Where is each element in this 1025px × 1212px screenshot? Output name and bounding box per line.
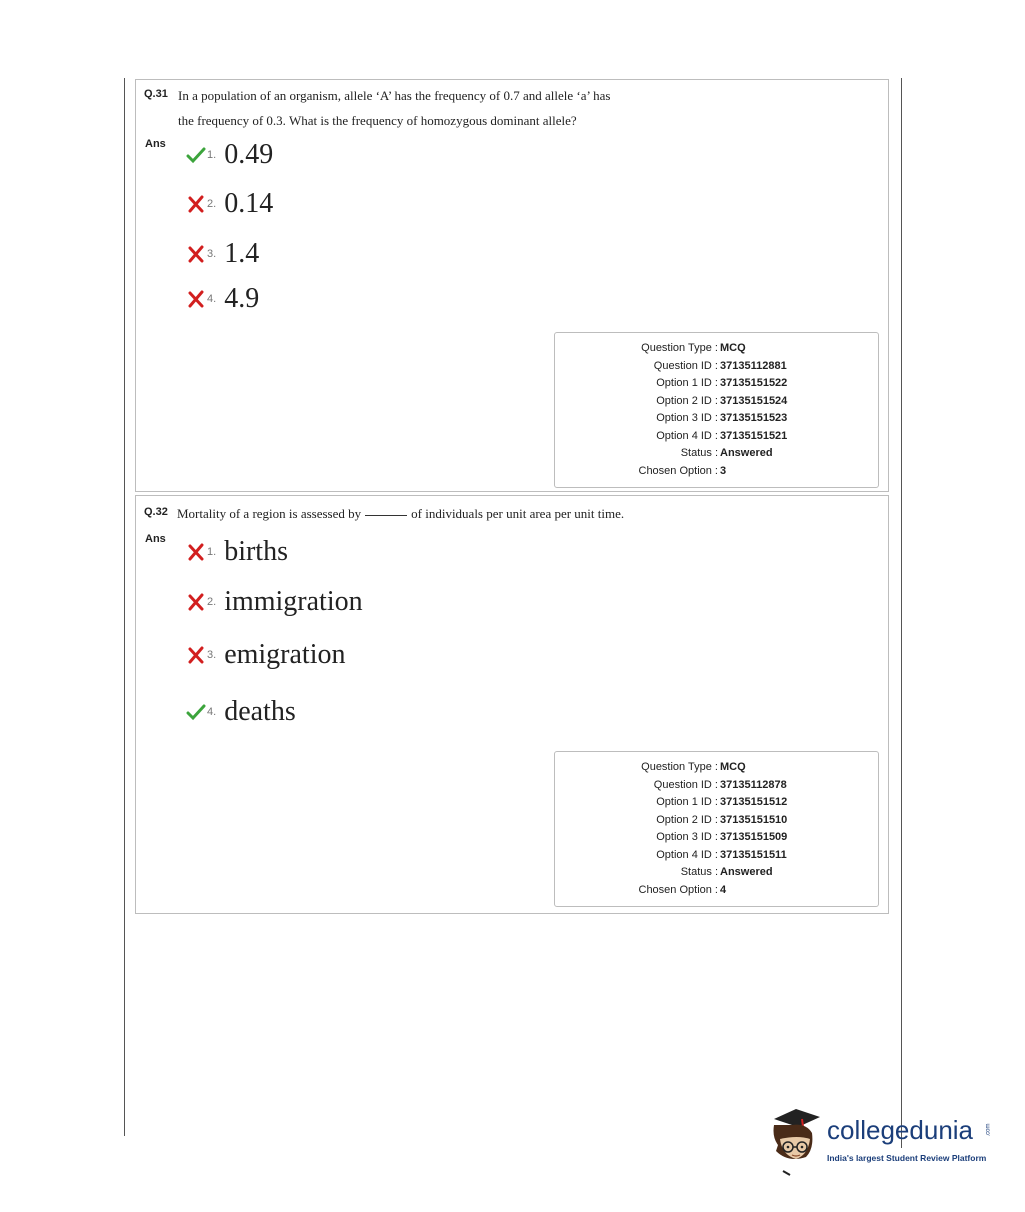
- question-number: Q.32: [144, 506, 168, 518]
- option-4: [186, 692, 296, 732]
- cross-icon: [186, 194, 206, 214]
- option-number: 2.: [207, 198, 217, 210]
- option-2: [186, 184, 273, 224]
- info-chosen-option: Chosen Option : 3: [638, 464, 727, 477]
- option-text: 1.4: [224, 238, 260, 269]
- option-number: 3.: [207, 649, 217, 661]
- info-option-2-id: Option 2 ID : 37135151524: [656, 394, 788, 407]
- option-1: [186, 532, 288, 572]
- info-chosen-option: Chosen Option : 4: [638, 883, 727, 896]
- cross-icon: [186, 592, 206, 612]
- check-icon: [186, 702, 206, 722]
- option-1: [186, 135, 273, 175]
- option-number: 1.: [207, 149, 217, 161]
- info-option-2-id: Option 2 ID : 37135151510: [656, 813, 788, 826]
- info-option-4-id: Option 4 ID : 37135151511: [656, 848, 787, 861]
- info-question-id: Question ID : 37135112881: [653, 359, 787, 372]
- option-number: 4.: [207, 293, 217, 305]
- question-text: [177, 501, 624, 526]
- info-question-id: Question ID : 37135112878: [653, 778, 787, 791]
- question-text-before-blank: Mortality of a region is assessed by: [177, 506, 362, 521]
- logo-suffix: .com: [985, 1123, 992, 1137]
- info-option-3-id: Option 3 ID : 37135151509: [656, 831, 788, 843]
- question-text-line-1: In a population of an organism, allele ‘A’ has the frequency of 0.7 and allele ‘a’ has: [178, 88, 611, 103]
- option-3: [186, 635, 345, 675]
- info-question-type: Question Type : MCQ: [641, 342, 746, 354]
- question-info-panel: [554, 332, 879, 488]
- info-status: Status : Answered: [680, 866, 773, 878]
- option-2: [186, 582, 363, 622]
- question-info-panel: [554, 751, 879, 907]
- question-31-card: [135, 79, 889, 492]
- logo-wordmark: collegedunia: [827, 1115, 974, 1145]
- question-text-line-2: the frequency of 0.3. What is the frequency of homozygous dominant allele?: [178, 113, 577, 128]
- ans-label: Ans: [145, 138, 166, 150]
- option-number: 3.: [207, 248, 217, 260]
- info-option-1-id: Option 1 ID : 37135151512: [656, 796, 788, 808]
- option-number: 1.: [207, 546, 217, 558]
- cross-icon: [186, 244, 206, 264]
- info-option-4-id: Option 4 ID : 37135151521: [656, 429, 788, 442]
- cross-icon: [186, 289, 206, 309]
- question-text-after-blank: of individuals per unit area per unit time.: [411, 506, 625, 521]
- info-option-3-id: Option 3 ID : 37135151523: [656, 412, 788, 424]
- option-number: 2.: [207, 596, 217, 608]
- option-text: deaths: [224, 696, 296, 727]
- ans-label: Ans: [145, 533, 166, 545]
- info-option-1-id: Option 1 ID : 37135151522: [656, 377, 788, 389]
- fill-in-blank: [365, 515, 407, 516]
- option-number: 4.: [207, 706, 217, 718]
- logo-tagline: India's largest Student Review Platform: [827, 1153, 987, 1163]
- info-question-type: Question Type : MCQ: [641, 761, 746, 773]
- info-status: Status : Answered: [680, 447, 773, 459]
- option-3: [186, 234, 259, 274]
- option-text: births: [224, 536, 288, 567]
- option-text: 0.49: [224, 139, 274, 170]
- option-text: 4.9: [224, 283, 260, 314]
- cross-icon: [186, 645, 206, 665]
- right-page-rule: [901, 78, 902, 1148]
- option-text: 0.14: [224, 188, 274, 219]
- cross-icon: [186, 542, 206, 562]
- collegedunia-logo: [768, 1105, 998, 1180]
- option-text: emigration: [224, 639, 346, 670]
- question-32-card: [135, 495, 889, 914]
- check-icon: [186, 145, 206, 165]
- question-text: [178, 83, 610, 133]
- option-text: immigration: [224, 586, 363, 617]
- question-number: Q.31: [144, 88, 168, 100]
- option-4: [186, 279, 259, 319]
- left-page-rule: [124, 78, 125, 1136]
- mascot-icon: [768, 1105, 824, 1177]
